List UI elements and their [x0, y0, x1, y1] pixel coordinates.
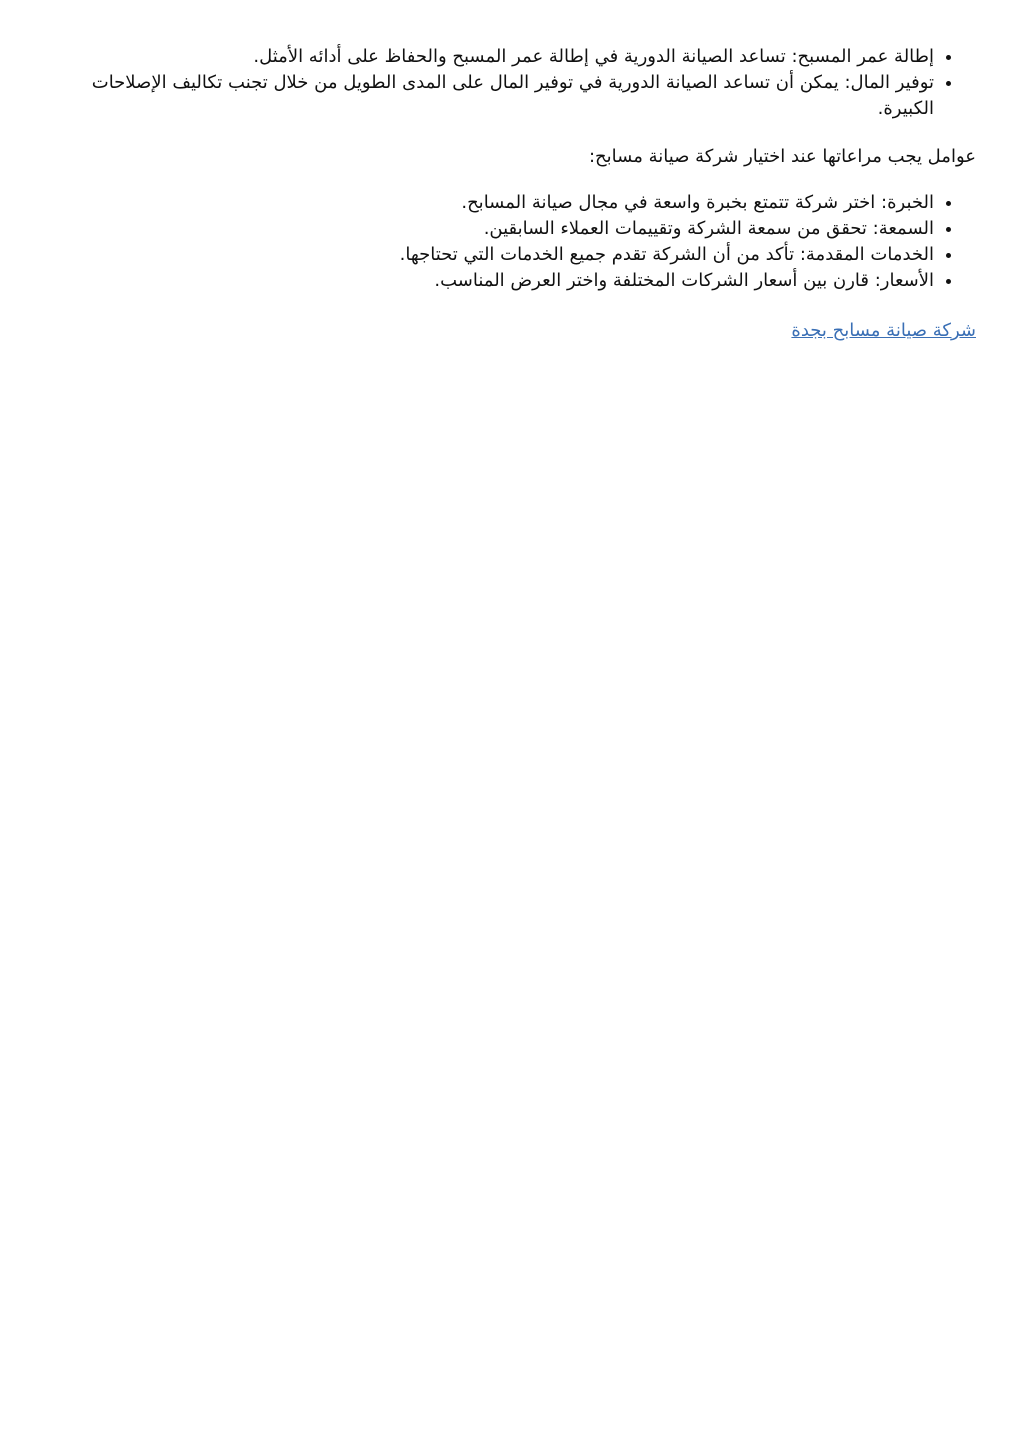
- list-item: • الأسعار: قارن بين أسعار الشركات المختلفة واختر العرض المناسب.: [48, 268, 934, 294]
- list-item: • الخدمات المقدمة: تأكد من أن الشركة تقدم جميع الخدمات التي تحتاجها.: [48, 242, 934, 268]
- factors-list: [48, 190, 976, 294]
- list-item: • إطالة عمر المسبح: تساعد الصيانة الدورية في إطالة عمر المسبح والحفاظ على أدائه الأمثل.: [48, 44, 934, 70]
- benefits-list: [48, 44, 976, 122]
- factors-heading: عوامل يجب مراعاتها عند اختيار شركة صيانة مسابح:: [588, 146, 976, 167]
- list-item: • الخبرة: اختر شركة تتمتع بخبرة واسعة في مجال صيانة المسابح.: [48, 190, 934, 216]
- list-item: • توفير المال: يمكن أن تساعد الصيانة الدورية في توفير المال على المدى الطويل من خلال تجنب تكاليف الإصلاحات الكبيرة.: [48, 70, 934, 122]
- link-container: [48, 318, 976, 344]
- company-link[interactable]: شركة صيانة مسابح بجدة: [791, 320, 976, 341]
- list-item: • السمعة: تحقق من سمعة الشركة وتقييمات العملاء السابقين.: [48, 216, 934, 242]
- document-page: [48, 40, 976, 344]
